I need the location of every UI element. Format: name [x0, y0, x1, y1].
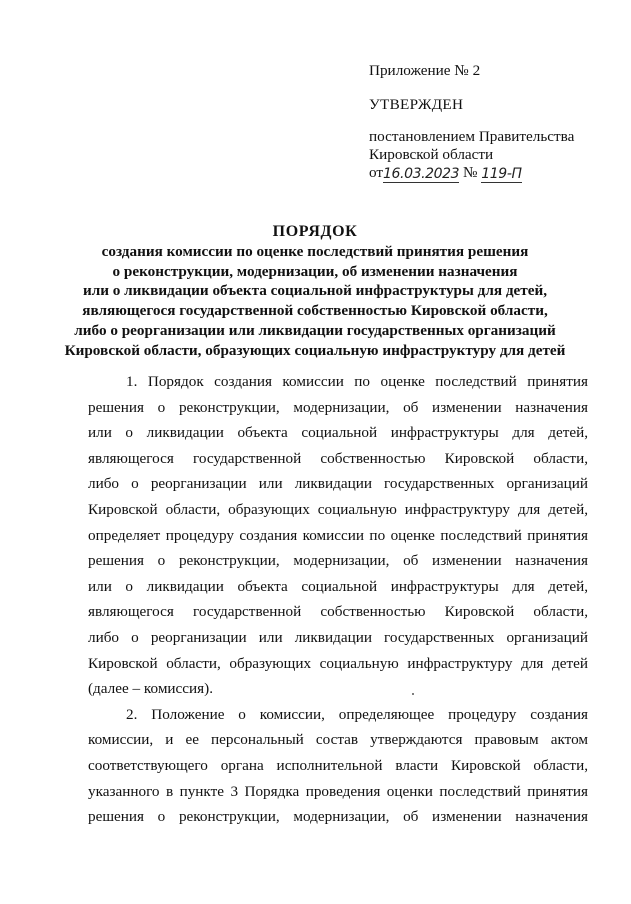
decree-number-sign: № — [463, 164, 478, 181]
paragraph-line: или о ликвидации объекта социальной инфраструктуры для детей, — [88, 577, 588, 595]
paragraph-line: решения о реконструкции, модернизации, об изменении назначения — [88, 808, 588, 826]
title-line: либо о реорганизации или ликвидации государственных организаций — [74, 321, 556, 339]
decree-date: 16.03.2023 — [383, 166, 460, 182]
paragraph-line: являющегося государственной собственностью Кировской области, — [88, 603, 588, 621]
paragraph-line: указанного в пункте 3 Порядка проведения оценки последствий принятия — [88, 782, 588, 800]
paragraph-line: (далее – комиссия). — [88, 680, 214, 698]
appendix-label: Приложение № 2 — [369, 62, 481, 79]
title-line: создания комиссии по оценке последствий принятия решения — [101, 242, 529, 260]
paragraph-line: Кировской области, образующих социальную инфраструктуру для детей — [88, 654, 588, 672]
paragraph-line: либо о реорганизации или ликвидации государственных организаций — [88, 628, 588, 646]
paragraph-2 — [88, 702, 588, 830]
paragraph-line: решения о реконструкции, модернизации, об изменении назначения — [88, 552, 588, 570]
decree-number: 119-П — [481, 166, 522, 182]
paragraph-line: соответствующего органа исполнительной власти Кировской области, — [88, 756, 588, 774]
decree-line-1: постановлением Правительства — [369, 128, 575, 145]
decree-prefix: от — [369, 164, 384, 181]
title-line: являющегося государственной собственностью Кировской области, — [82, 302, 548, 320]
approval-stamp — [369, 62, 609, 184]
scan-speck — [412, 693, 414, 695]
paragraph-line: или о ликвидации объекта социальной инфраструктуры для детей, — [88, 424, 588, 442]
paragraph-line: решения о реконструкции, модернизации, об изменении назначения — [88, 398, 588, 416]
paragraph-line: определяет процедуру создания комиссии по оценке последствий принятия — [88, 526, 588, 544]
title-line: Кировской области, образующих социальную инфраструктуру для детей — [64, 341, 566, 359]
decree-date-row — [369, 164, 609, 184]
paragraph-1 — [88, 369, 588, 702]
paragraph-line: Кировской области, образующих социальную инфраструктуру для детей, — [88, 500, 588, 518]
document-title — [20, 222, 610, 361]
title-main: ПОРЯДОК — [272, 223, 358, 240]
title-line: о реконструкции, модернизации, об изменении назначения — [112, 262, 518, 280]
paragraph-line: комиссии, и ее персональный состав утверждаются правовым актом — [88, 731, 588, 749]
paragraph-line: 1. Порядок создания комиссии по оценке последствий принятия — [126, 373, 588, 390]
approved-label: УТВЕРЖДЕН — [369, 96, 464, 113]
paragraph-line: либо о реорганизации или ликвидации государственных организаций — [88, 475, 588, 493]
decree-line-2: Кировской области — [369, 146, 494, 163]
document-body — [88, 369, 588, 830]
paragraph-line: являющегося государственной собственностью Кировской области, — [88, 449, 588, 467]
paragraph-line: 2. Положение о комиссии, определяющее процедуру создания — [126, 705, 588, 723]
title-line: или о ликвидации объекта социальной инфраструктуры для детей, — [82, 282, 548, 300]
